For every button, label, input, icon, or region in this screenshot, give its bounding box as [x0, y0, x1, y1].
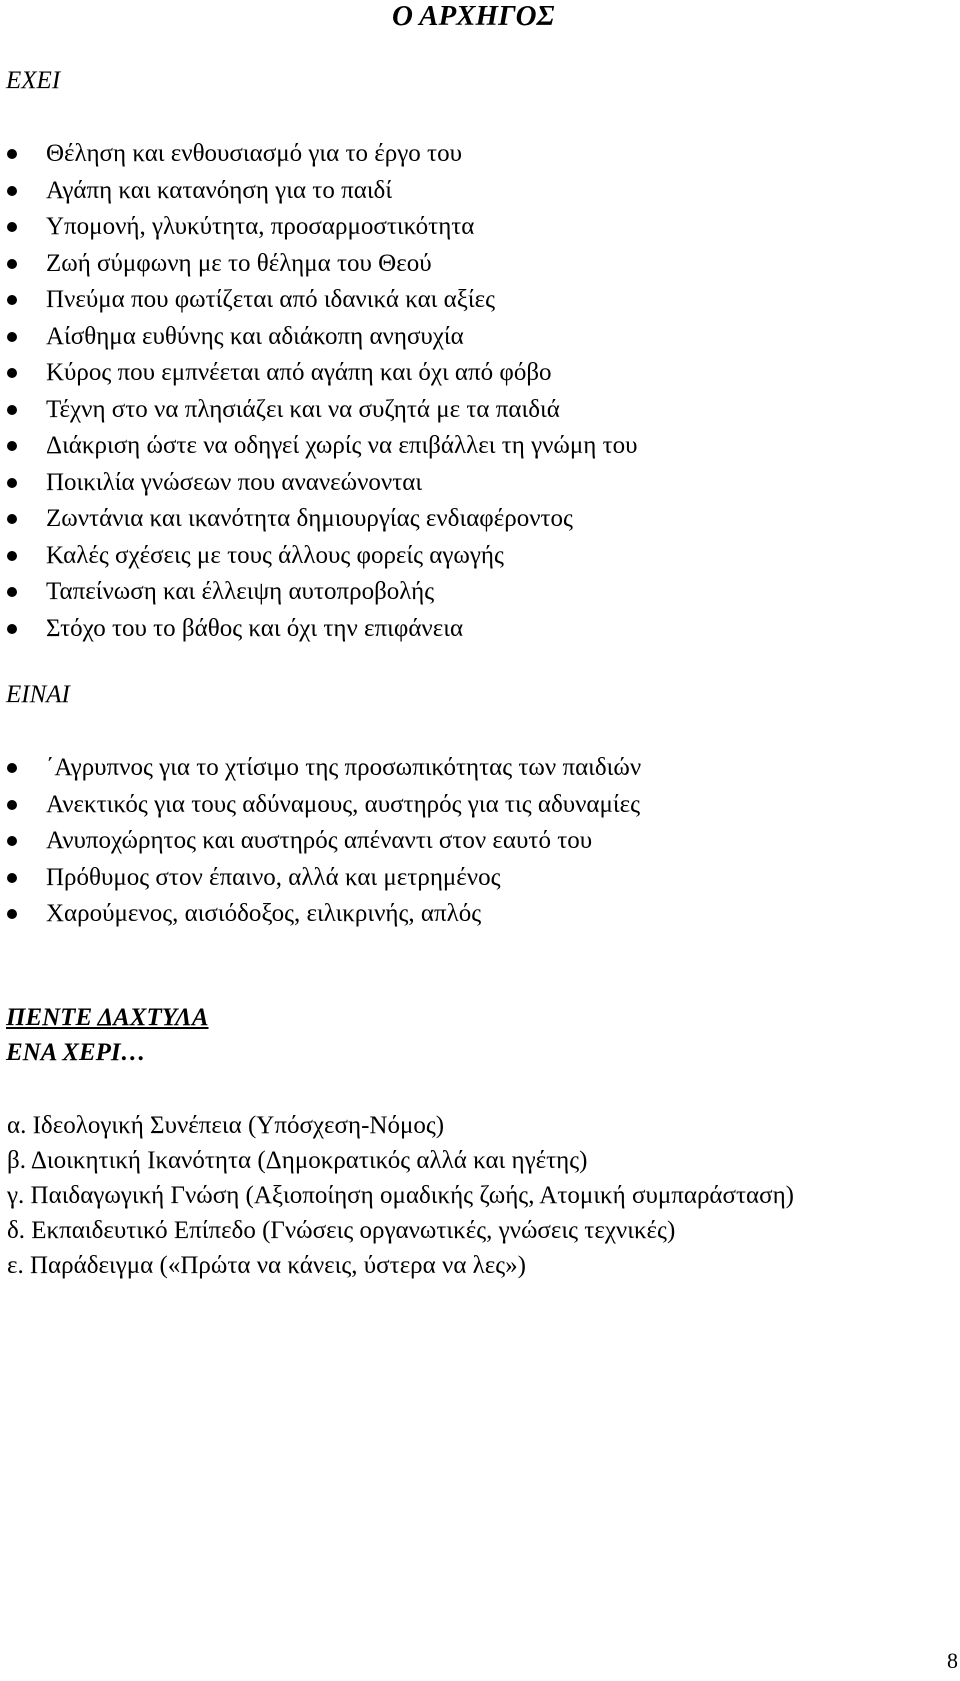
section-label-is: ΕΙΝΑΙ [6, 681, 70, 708]
list-item: δ. Εκπαιδευτικό Επίπεδο (Γνώσεις οργανωτικές, γνώσεις τεχνικές) [7, 1217, 676, 1244]
bullet-icon [7, 332, 17, 342]
section-label-has: ΕΧΕΙ [6, 67, 61, 94]
list-item: Ζωντάνια και ικανότητα δημιουργίας ενδιαφέροντος [0, 501, 638, 538]
bullet-icon [7, 222, 17, 232]
page-title: Ο ΑΡΧΗΓΟΣ [392, 0, 555, 32]
list-item: ε. Παράδειγμα («Πρώτα να κάνεις, ύστερα να λες») [7, 1252, 527, 1279]
list-item: Ανεκτικός για τους αδύναμους, αυστηρός για τις αδυναμίες [0, 787, 641, 824]
has-list [0, 136, 638, 647]
list-item: α. Ιδεολογική Συνέπεια (Υπόσχεση-Νόμος) [7, 1112, 445, 1139]
list-item: Καλές σχέσεις με τους άλλους φορείς αγωγής [0, 538, 638, 575]
bullet-icon [7, 909, 17, 919]
bullet-icon [7, 551, 17, 561]
bullet-icon [7, 514, 17, 524]
list-item: Ζωή σύμφωνη με το θέλημα του Θεού [0, 246, 638, 283]
list-item: β. Διοικητική Ικανότητα (Δημοκρατικός αλλά και ηγέτης) [7, 1147, 588, 1174]
list-item: Αγάπη και κατανόηση για το παιδί [0, 173, 638, 210]
list-item: Πρόθυμος στον έπαινο, αλλά και μετρημένος [0, 860, 641, 897]
list-item: Πνεύμα που φωτίζεται από ιδανικά και αξίες [0, 282, 638, 319]
page-number: 8 [947, 1648, 958, 1673]
bullet-icon [7, 295, 17, 305]
list-item: Υπομονή, γλυκύτητα, προσαρμοστικότητα [0, 209, 638, 246]
bullet-icon [7, 478, 17, 488]
five-fingers-list [7, 1108, 794, 1283]
bullet-icon [7, 149, 17, 159]
list-item: Θέληση και ενθουσιασμό για το έργο του [0, 136, 638, 173]
bullet-icon [7, 836, 17, 846]
list-item: Ανυποχώρητος και αυστηρός απέναντι στον εαυτό του [0, 823, 641, 860]
five-fingers-line2: ΕΝΑ ΧΕΡΙ… [6, 1039, 146, 1066]
list-item: Ταπείνωση και έλλειψη αυτοπροβολής [0, 574, 638, 611]
five-fingers-heading [6, 1000, 209, 1070]
bullet-icon [7, 441, 17, 451]
list-item: γ. Παιδαγωγική Γνώση (Αξιοποίηση ομαδικής ζωής, Ατομική συμπαράσταση) [7, 1182, 795, 1209]
five-fingers-line1: ΠΕΝΤΕ ΔΑΧΤΥΛΑ [6, 1004, 209, 1031]
bullet-icon [7, 800, 17, 810]
bullet-icon [7, 368, 17, 378]
bullet-icon [7, 873, 17, 883]
list-item: Χαρούμενος, αισιόδοξος, ειλικρινής, απλός [0, 896, 641, 933]
bullet-icon [7, 186, 17, 196]
bullet-icon [7, 624, 17, 634]
is-list [0, 750, 641, 933]
list-item: ΄Αγρυπνος για το χτίσιμο της προσωπικότητας των παιδιών [0, 750, 641, 787]
list-item: Κύρος που εμπνέεται από αγάπη και όχι από φόβο [0, 355, 638, 392]
list-item: Τέχνη στο να πλησιάζει και να συζητά με τα παιδιά [0, 392, 638, 429]
bullet-icon [7, 259, 17, 269]
list-item: Ποικιλία γνώσεων που ανανεώνονται [0, 465, 638, 502]
bullet-icon [7, 763, 17, 773]
list-item: Αίσθημα ευθύνης και αδιάκοπη ανησυχία [0, 319, 638, 356]
list-item: Διάκριση ώστε να οδηγεί χωρίς να επιβάλλει τη γνώμη του [0, 428, 638, 465]
list-item: Στόχο του το βάθος και όχι την επιφάνεια [0, 611, 638, 648]
bullet-icon [7, 405, 17, 415]
bullet-icon [7, 587, 17, 597]
